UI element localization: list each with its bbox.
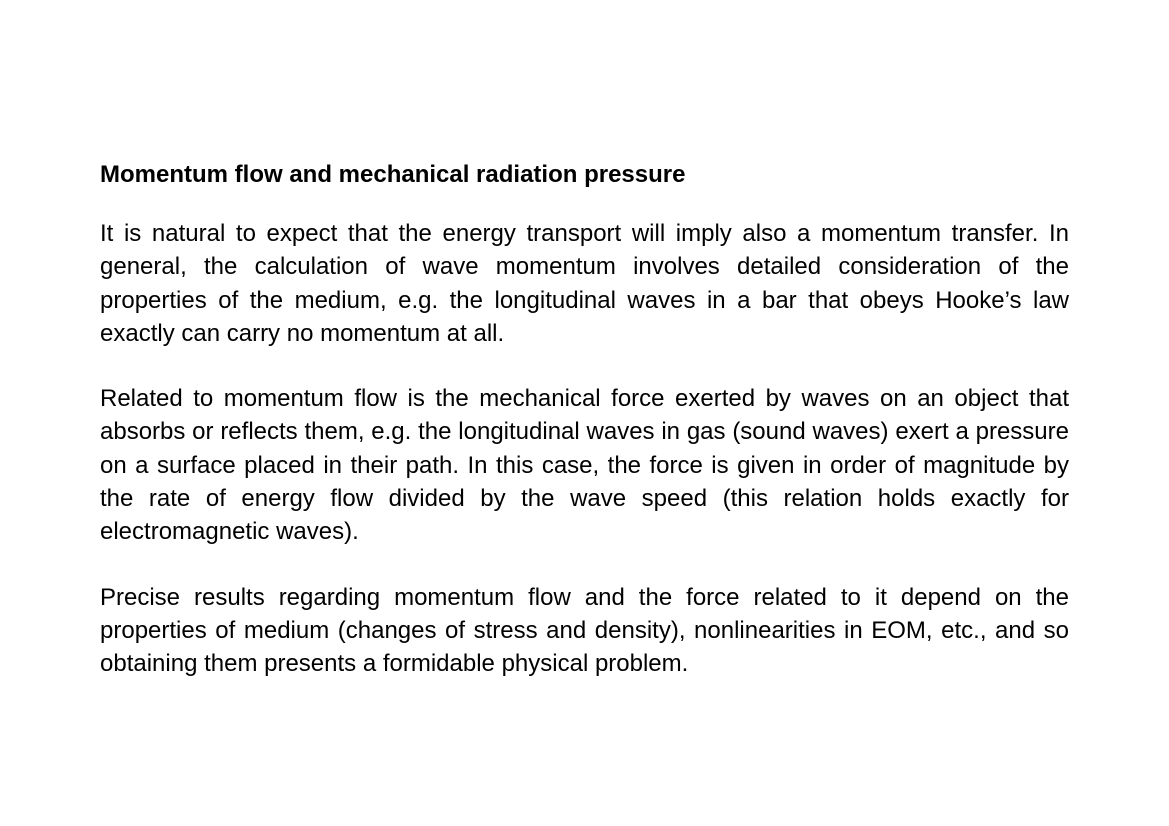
- paragraph-precise-results: Precise results regarding momentum flow and the force related to it depend on the properties of medium (changes of stress and density), nonlinearities in EOM, etc., and so obtaining them presents a formidable physical problem.: [100, 583, 1069, 678]
- paragraph-momentum-transfer: It is natural to expect that the energy transport will imply also a momentum transfer. In general, the calculation of wave momentum involves detailed consideration of the properties of the medium, e.g. the longitudinal waves in a bar that obeys Hooke’s law exactly can carry no momentum at all.: [100, 220, 1069, 347]
- page-title: Momentum flow and mechanical radiation pressure: [100, 161, 686, 188]
- paragraph-mechanical-force: Related to momentum flow is the mechanical force exerted by waves on an object that absorbs or reflects them, e.g. the longitudinal waves in gas (sound waves) exert a pressure on a surface placed in their path. In this case, the force is given in order of magnitude by the rate of energy flow divided by the wave speed (this relation holds exactly for electromagnetic waves).: [100, 385, 1069, 546]
- document-page: [100, 157, 1069, 681]
